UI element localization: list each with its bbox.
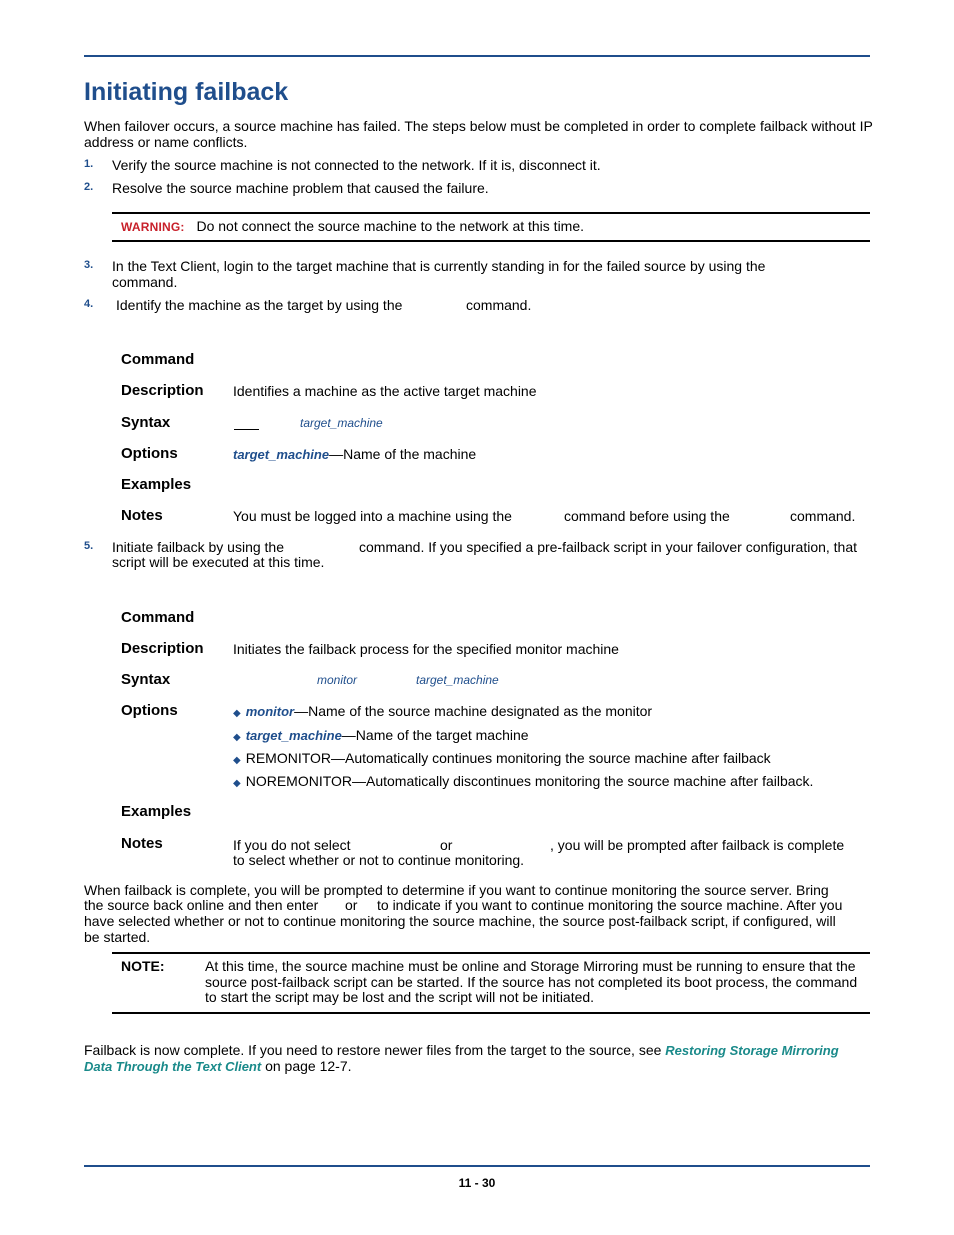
- table2-option-text: —Name of the source machine designated as the monitor: [294, 703, 653, 719]
- note-top-rule: [112, 952, 870, 954]
- table2-notes-label: Notes: [121, 835, 163, 852]
- note-bottom-rule: [112, 1012, 870, 1014]
- step-number: 1.: [84, 158, 94, 170]
- step-1-text: Verify the source machine is not connected to the network. If it is, disconnect it.: [112, 157, 601, 173]
- after-para-line3: have selected whether or not to continue monitoring the source machine, the source post-failback script, if configured, will: [84, 913, 836, 929]
- intro-paragraph: [84, 118, 874, 150]
- diamond-bullet-icon: ◆: [233, 778, 241, 789]
- table1-command-label: Command: [121, 351, 195, 368]
- note-line2: source post-failback script can be started. If the source has not completed its boot process, the command: [205, 974, 858, 990]
- table2-option-item: [233, 773, 813, 789]
- table1-notes-b: command before using the: [564, 508, 730, 524]
- table2-option-item: [233, 703, 652, 719]
- note-line3: to start the script may be lost and the script will not be initiated.: [205, 989, 595, 1005]
- table1-option: [233, 446, 476, 462]
- table1-option-text: —Name of the machine: [329, 446, 477, 462]
- table2-option-item: [233, 727, 529, 743]
- step-5-text-a: Initiate failback by using the: [112, 539, 284, 555]
- table1-notes-label: Notes: [121, 507, 163, 524]
- note-label: NOTE:: [121, 958, 165, 974]
- table1-description-label: Description: [121, 382, 204, 399]
- step-3-text: In the Text Client, login to the target machine that is currently standing in for the failed source by using the: [112, 258, 766, 274]
- table2-option-text: REMONITOR—Automatically continues monitoring the source machine after failback: [245, 750, 771, 766]
- step-5-text-b: command. If you specified a pre-failback script in your failover configuration, that: [359, 539, 858, 555]
- diamond-bullet-icon: ◆: [233, 732, 241, 743]
- step-number: 5.: [84, 540, 94, 552]
- table2-options-label: Options: [121, 702, 178, 719]
- table1-option-param: target_machine: [233, 447, 330, 462]
- table2-notes-c: , you will be prompted after failback is complete: [550, 837, 845, 853]
- header-rule: [84, 55, 870, 57]
- table2-option-param: monitor: [245, 704, 295, 719]
- restoring-data-link[interactable]: Restoring Storage Mirroring: [665, 1043, 839, 1058]
- table2-option-item: [233, 750, 771, 766]
- table1-syntax-underline: [234, 429, 259, 430]
- table2-syntax-param-monitor: monitor: [317, 673, 358, 687]
- table2-syntax-param-target: target_machine: [416, 673, 499, 687]
- step-number: 2.: [84, 181, 94, 193]
- final-para-line2: [84, 1058, 352, 1075]
- final-para-text: Failback is now complete. If you need to restore newer files from the target to the source, see: [84, 1042, 662, 1058]
- page-title: Initiating failback: [84, 78, 289, 106]
- warning-label: WARNING:: [121, 220, 185, 234]
- table1-examples-label: Examples: [121, 476, 192, 493]
- warning-text: Do not connect the source machine to the network at this time.: [196, 218, 585, 234]
- table2-examples-label: Examples: [121, 803, 192, 820]
- table2-notes-b: or: [440, 837, 453, 853]
- table2-description: Initiates the failback process for the specified monitor machine: [233, 641, 619, 657]
- table1-notes-a: You must be logged into a machine using the: [233, 508, 512, 524]
- step-5-text-line2: script will be executed at this time.: [112, 554, 325, 570]
- warning-top-rule: [112, 212, 870, 214]
- table1-notes-c: command.: [790, 508, 856, 524]
- step-3-text-line2: command.: [112, 274, 178, 290]
- diamond-bullet-icon: ◆: [233, 755, 241, 766]
- table2-option-param: target_machine: [245, 728, 342, 743]
- after-para-line2-b: or: [345, 897, 358, 913]
- table2-command-label: Command: [121, 609, 195, 626]
- warning-bottom-rule: [112, 240, 870, 242]
- table2-syntax-label: Syntax: [121, 671, 171, 688]
- footer-rule: [84, 1165, 870, 1167]
- table2-option-text: —Name of the target machine: [341, 727, 529, 743]
- table1-syntax-label: Syntax: [121, 414, 171, 431]
- after-para-line4: be started.: [84, 929, 151, 945]
- table1-syntax-param: target_machine: [300, 416, 383, 430]
- step-2-text: Resolve the source machine problem that caused the failure.: [112, 180, 489, 196]
- final-para-line1: [84, 1042, 839, 1059]
- table2-notes-a: If you do not select: [233, 837, 351, 853]
- table1-description: Identifies a machine as the active target machine: [233, 383, 537, 399]
- table2-description-label: Description: [121, 640, 204, 657]
- intro-text: When failover occurs, a source machine has failed. The steps below must be completed in order to complete failback without IP address or name conflicts.: [84, 118, 873, 150]
- step-4-text-b: command.: [466, 297, 532, 313]
- after-para-line1: When failback is complete, you will be prompted to determine if you want to continue monitoring the source server. Bring: [84, 882, 829, 898]
- step-number: 4.: [84, 298, 94, 310]
- after-para-line2-a: the source back online and then enter: [84, 897, 319, 913]
- note-line1: At this time, the source machine must be online and Storage Mirroring must be running to ensure that the: [205, 958, 856, 974]
- table2-option-text: NOREMONITOR—Automatically discontinues monitoring the source machine after failback.: [245, 773, 814, 789]
- step-4-text-a: Identify the machine as the target by using the: [116, 297, 403, 313]
- table1-options-label: Options: [121, 445, 178, 462]
- final-para-page-ref: on page 12-7.: [265, 1058, 352, 1074]
- after-para-line2-c: to indicate if you want to continue monitoring the source machine. After you: [377, 897, 843, 913]
- warning-box: [121, 218, 584, 235]
- diamond-bullet-icon: ◆: [233, 708, 241, 719]
- table2-notes-line2: to select whether or not to continue monitoring.: [233, 852, 525, 868]
- restoring-data-link-cont[interactable]: Data Through the Text Client: [84, 1059, 262, 1074]
- page-number: 11 - 30: [458, 1176, 496, 1190]
- step-number: 3.: [84, 259, 94, 271]
